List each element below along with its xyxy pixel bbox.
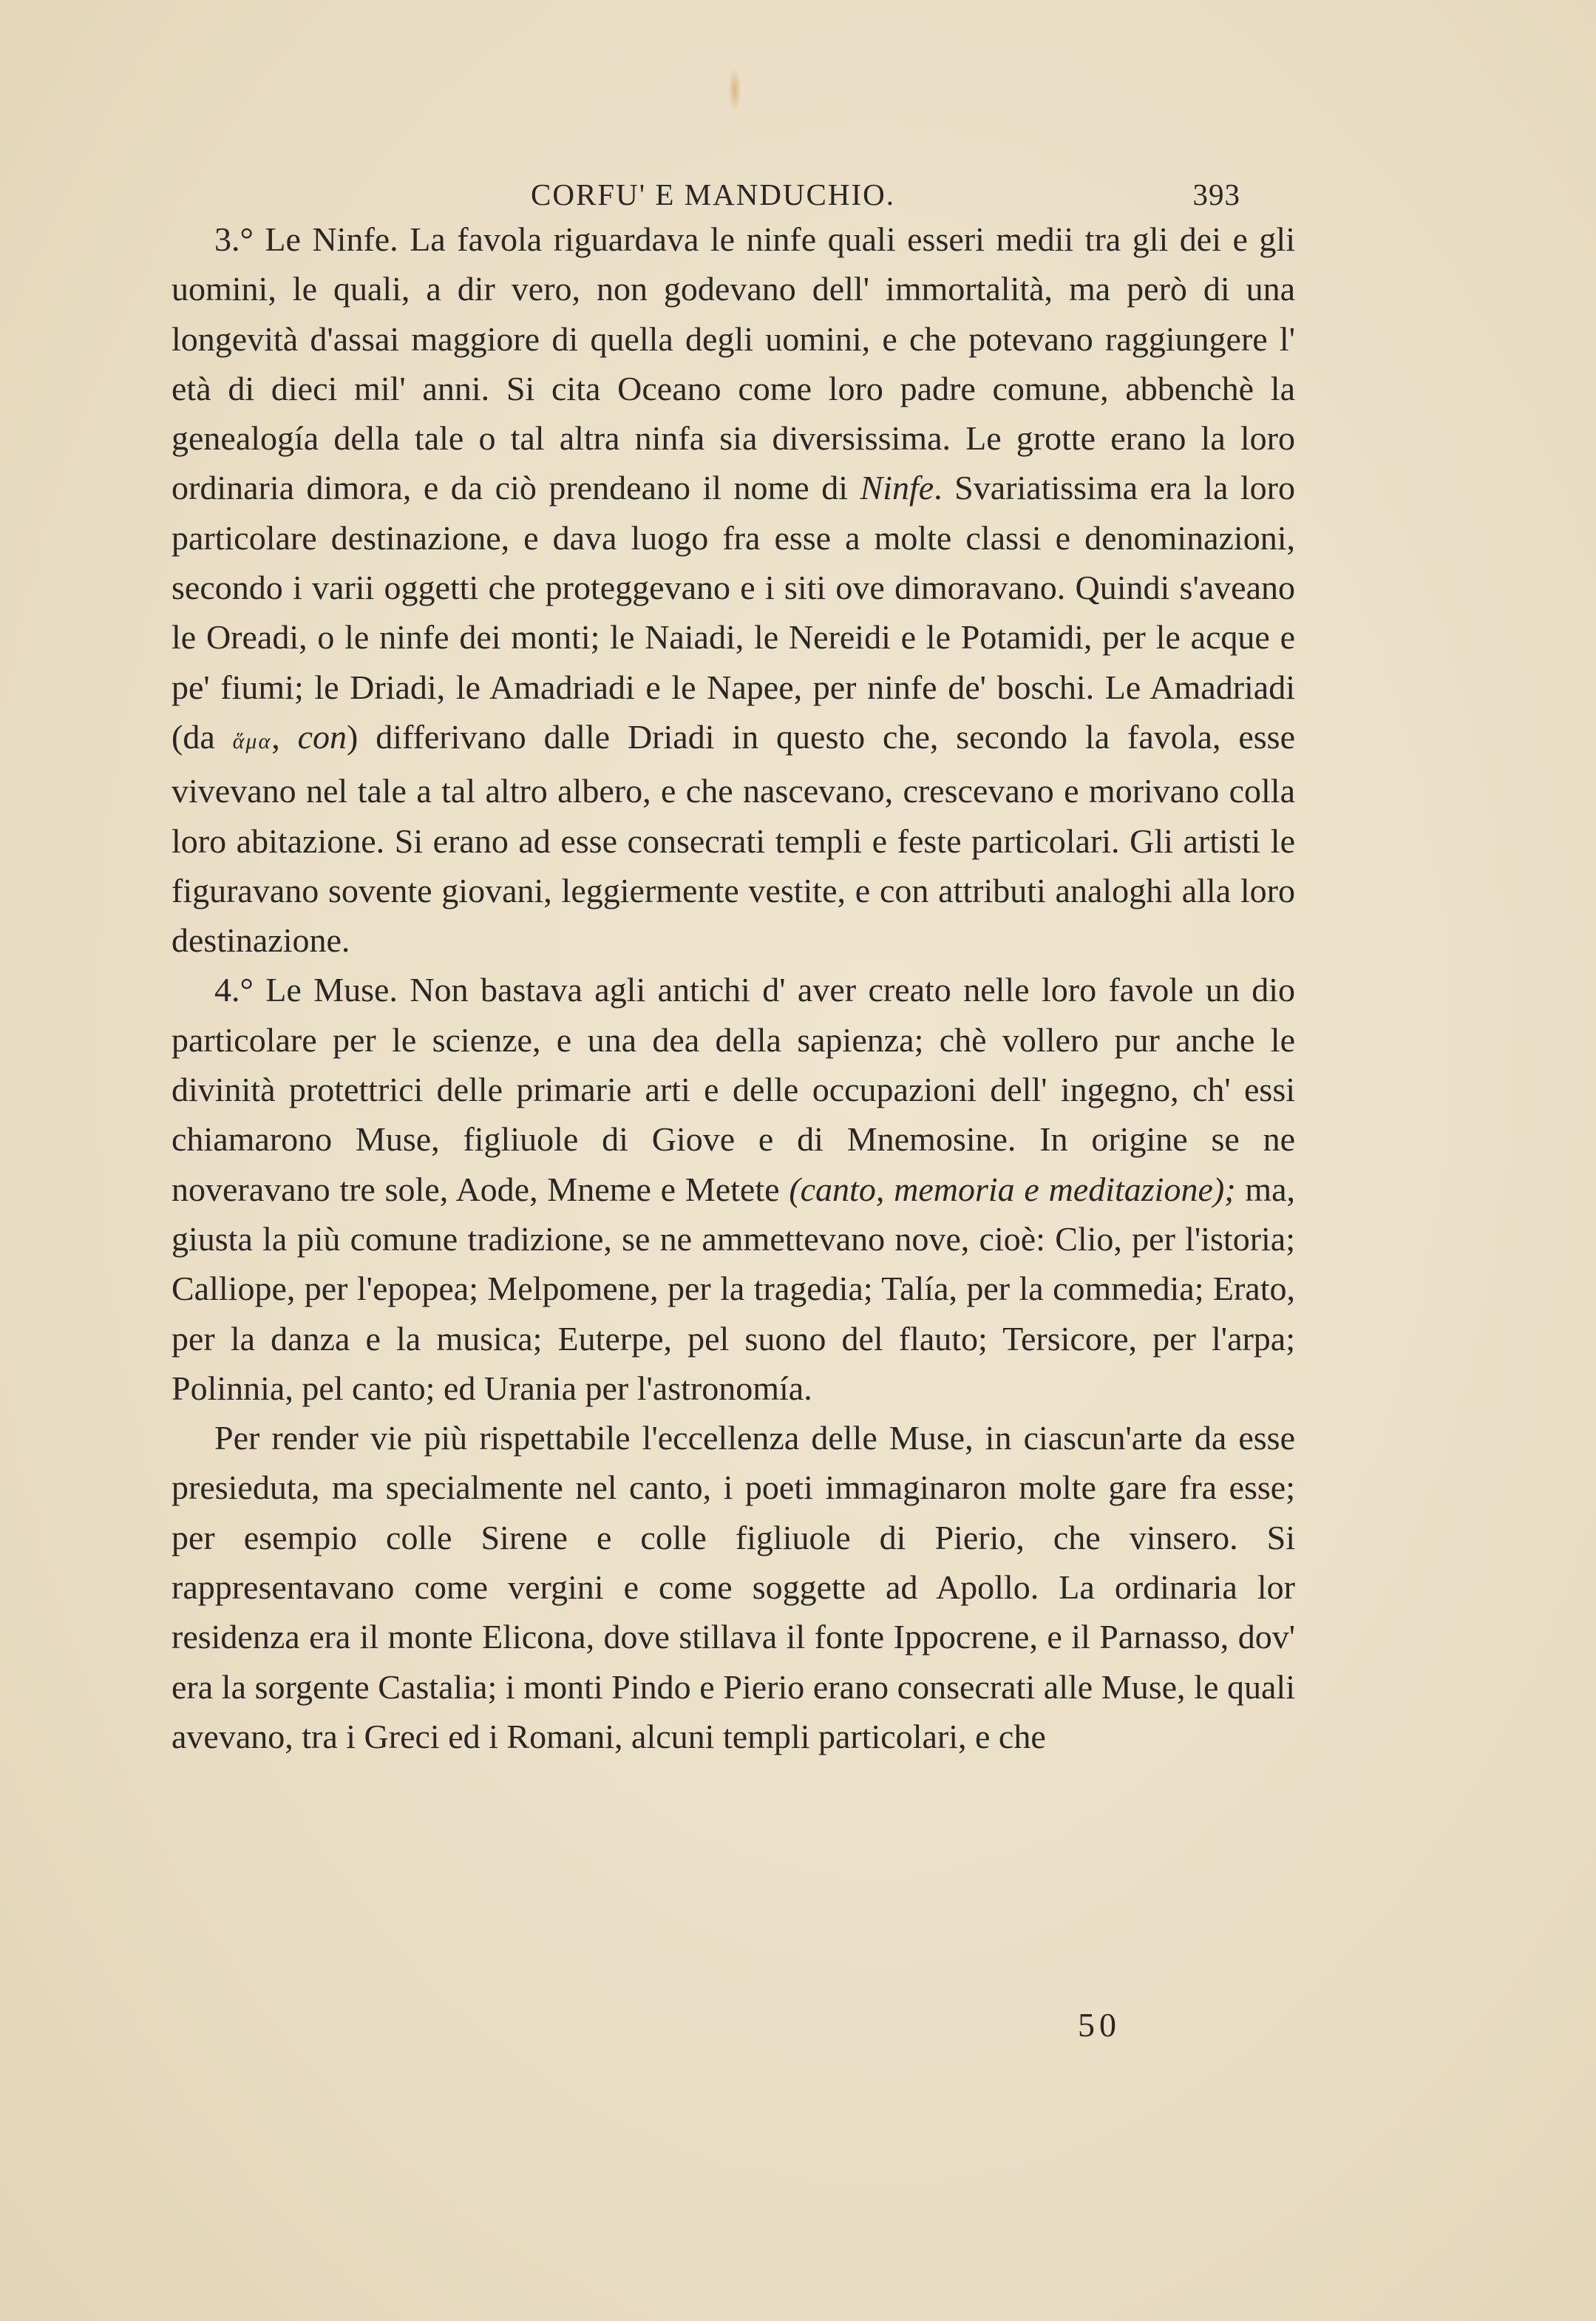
page-number: 393 [1192,177,1240,211]
paragraph-ninfe [172,214,1295,965]
text-run: , [271,717,298,756]
paragraph-eccellenza [172,1413,1295,1761]
text-run: 3.° Le Ninfe. La favola riguardava le ninfe quali esseri medii tra gli dei e gli uomini, le quali, a dir vero, non godevano dell' immortalità, ma però di una longevità d'assai maggiore di quella degli uomini, e che potevano raggiungere l' età di dieci mil' anni. Si cita Oceano come loro padre comune, abbenchè la genealogía della tale o tal altra ninfa sia diversissima. Le grotte erano la loro ordinaria dimora, e da ciò prendeano il nome di [172,220,1295,507]
text-run: . Svariatissima era la loro particolare destinazione, e dava luogo fra esse a molte classi e denominazioni, secondo i varii oggetti che proteggevano e i siti ove dimoravano. Quindi s'aveano le Oreadi, o le ninfe dei monti; le Naiadi, le Nereidi e le Potamidi, per le acque e pe' fiumi; le Driadi, le Amadriadi e le Napee, per ninfe de' boschi. Le Amadriadi (da [172,469,1295,756]
paragraph-muse [172,965,1295,1413]
italic-term: (canto, memoria e meditazione); [789,1170,1236,1208]
text-run: ) differivano dalle Driadi in questo che, secondo la favola, esse vivevano nel tale a tal altro albero, e che nascevano, crescevano e morivano colla loro abitazione. Si erano ad esse consecrati templi e feste particolari. Gli artisti le figuravano sovente giovani, leggiermente vestite, e con attributi analoghi alla loro destinazione. [172,717,1295,960]
text-run: Per render vie più rispettabile l'eccellenza delle Muse, in ciascun'arte da esse presieduta, ma specialmente nel canto, i poeti immaginaron molte gare fra esse; per esempio colle Sirene e colle figliuole di Pierio, che vinsero. Si rappresentavano come vergini e come soggette ad Apollo. La ordinaria lor residenza era il monte Elicona, dove stillava il fonte Ippocrene, e il Parnasso, dov' era la sorgente Castalia; i monti Pindo e Pierio erano consecrati alle Muse, le quali avevano, tra i Greci ed i Romani, alcuni templi particolari, e che [172,1419,1295,1755]
body-text [172,214,1295,1761]
italic-term: Ninfe [860,469,934,507]
signature-mark: 50 [1078,2006,1121,2044]
italic-term: con [297,717,347,756]
paper-stain [728,68,741,112]
text-run: ma, giusta la più comune tradizione, se ne ammettevano nove, cioè: Clio, per l'istoria; Calliope, per l'epopea; Melpomene, per la tragedia; Talía, per la commedia; Erato, per la danza e la musica; Euterpe, pel suono del flauto; Tersicore, per l'arpa; Polinnia, pel canto; ed Urania per l'astronomía. [172,1170,1295,1407]
greek-word: ἅμα [232,728,272,753]
text-run: 4.° Le Muse. Non bastava agli antichi d' aver creato nelle loro favole un dio particolare per le scienze, e una dea della sapienza; chè vollero pur anche le divinità protettrici delle primarie arti e delle occupazioni dell' ingegno, ch' essi chiamarono Muse, figliuole di Giove e di Mnemosine. In origine se ne noveravano tre sole, Aode, Mneme e Metete [172,971,1295,1208]
running-title: CORFU' E MANDUCHIO. [531,177,896,211]
running-head [531,169,1240,220]
